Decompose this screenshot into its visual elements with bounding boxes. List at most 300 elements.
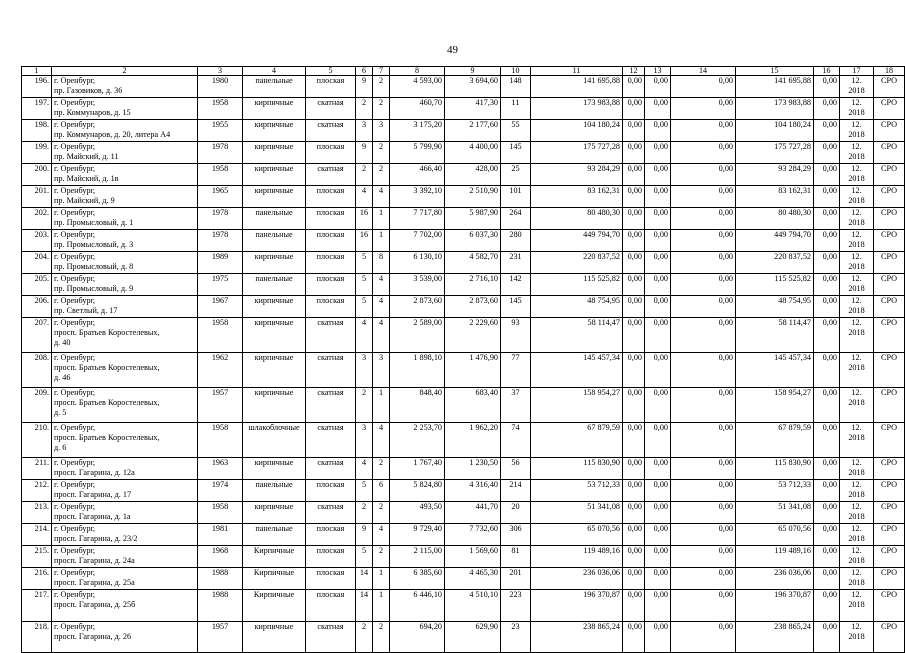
zero-value-cell: 0,00	[814, 546, 840, 568]
sum-cell: 238 865,24	[736, 622, 814, 653]
address-cell: г. Оренбург, пр. Промысловый, д. 8	[52, 252, 198, 274]
address-cell: г. Оренбург, пр. Газовиков, д. 36	[52, 76, 198, 98]
table-row	[22, 388, 905, 423]
zero-value-cell: 0,00	[645, 186, 671, 208]
address-cell: г. Оренбург, просп. Братьев Коростелевых, д. 46	[52, 353, 198, 388]
roof-type-cell: скатная	[306, 164, 356, 186]
header-row	[22, 67, 905, 76]
funding-method-cell: СРО	[874, 296, 905, 318]
zero-value-cell: 0,00	[623, 502, 645, 524]
column-header: 12	[623, 67, 645, 76]
zero-value-cell: 0,00	[645, 318, 671, 353]
zero-value-cell: 0,00	[814, 208, 840, 230]
living-area-cell: 7 732,60	[445, 524, 501, 546]
completion-date-cell: 12. 2018	[840, 76, 874, 98]
zero-value-cell: 0,00	[814, 502, 840, 524]
table-row	[22, 208, 905, 230]
zero-value-cell: 0,00	[623, 423, 645, 458]
wall-material-cell: панельные	[243, 230, 306, 252]
zero-value-cell: 0,00	[814, 230, 840, 252]
zero-value-cell: 0,00	[623, 98, 645, 120]
zero-value-cell: 0,00	[645, 622, 671, 653]
total-area-cell: 6 446,10	[390, 590, 445, 622]
residents-cell: 201	[501, 568, 531, 590]
entrances-cell: 3	[373, 353, 390, 388]
year-cell: 1962	[198, 353, 243, 388]
living-area-cell: 4 465,30	[445, 568, 501, 590]
residents-cell: 20	[501, 502, 531, 524]
year-cell: 1957	[198, 622, 243, 653]
sum-cell: 51 341,08	[736, 502, 814, 524]
completion-date-cell: 12. 2018	[840, 423, 874, 458]
wall-material-cell: кирпичные	[243, 252, 306, 274]
zero-value-cell: 0,00	[645, 458, 671, 480]
address-cell: г. Оренбург, просп. Гагарина, д. 23/2	[52, 524, 198, 546]
table-row	[22, 568, 905, 590]
living-area-cell: 2 177,60	[445, 120, 501, 142]
table-row	[22, 524, 905, 546]
wall-material-cell: кирпичные	[243, 502, 306, 524]
repair-cost-cell: 175 727,28	[531, 142, 623, 164]
completion-date-cell: 12. 2018	[840, 274, 874, 296]
address-cell: г. Оренбург, просп. Гагарина, д. 26	[52, 622, 198, 653]
sum-cell: 158 954,27	[736, 388, 814, 423]
floors-cell: 4	[356, 458, 373, 480]
address-cell: г. Оренбург, просп. Братьев Коростелевых, д. 5	[52, 388, 198, 423]
completion-date-cell: 12. 2018	[840, 318, 874, 353]
living-area-cell: 2 229,60	[445, 318, 501, 353]
residents-cell: 93	[501, 318, 531, 353]
wall-material-cell: Кирпичные	[243, 590, 306, 622]
zero-value-cell: 0,00	[645, 274, 671, 296]
zero-value-cell: 0,00	[814, 423, 840, 458]
year-cell: 1965	[198, 186, 243, 208]
row-number-cell: 212.	[22, 480, 52, 502]
zero-value-cell: 0,00	[814, 524, 840, 546]
residents-cell: 11	[501, 98, 531, 120]
roof-type-cell: плоская	[306, 546, 356, 568]
entrances-cell: 8	[373, 252, 390, 274]
completion-date-cell: 12. 2018	[840, 622, 874, 653]
zero-value-cell: 0,00	[814, 186, 840, 208]
roof-type-cell: скатная	[306, 502, 356, 524]
address-cell: г. Оренбург, просп. Братьев Коростелевых, д. 6	[52, 423, 198, 458]
zero-value-cell: 0,00	[814, 622, 840, 653]
year-cell: 1980	[198, 76, 243, 98]
residents-cell: 148	[501, 76, 531, 98]
wall-material-cell: Кирпичные	[243, 568, 306, 590]
entrances-cell: 4	[373, 524, 390, 546]
floors-cell: 2	[356, 622, 373, 653]
roof-type-cell: плоская	[306, 568, 356, 590]
repair-cost-cell: 53 712,33	[531, 480, 623, 502]
year-cell: 1988	[198, 590, 243, 622]
zero-value-cell: 0,00	[671, 318, 736, 353]
zero-value-cell: 0,00	[814, 76, 840, 98]
row-number-cell: 197.	[22, 98, 52, 120]
table-row	[22, 458, 905, 480]
roof-type-cell: плоская	[306, 142, 356, 164]
residents-cell: 214	[501, 480, 531, 502]
zero-value-cell: 0,00	[814, 458, 840, 480]
zero-value-cell: 0,00	[645, 252, 671, 274]
row-number-cell: 207.	[22, 318, 52, 353]
repair-cost-cell: 238 865,24	[531, 622, 623, 653]
sum-cell: 175 727,28	[736, 142, 814, 164]
total-area-cell: 493,50	[390, 502, 445, 524]
zero-value-cell: 0,00	[814, 142, 840, 164]
funding-method-cell: СРО	[874, 252, 905, 274]
total-area-cell: 9 729,40	[390, 524, 445, 546]
entrances-cell: 4	[373, 186, 390, 208]
funding-method-cell: СРО	[874, 502, 905, 524]
row-number-cell: 208.	[22, 353, 52, 388]
sum-cell: 83 162,31	[736, 186, 814, 208]
funding-method-cell: СРО	[874, 458, 905, 480]
entrances-cell: 1	[373, 590, 390, 622]
repair-cost-cell: 115 525,82	[531, 274, 623, 296]
sum-cell: 67 879,59	[736, 423, 814, 458]
roof-type-cell: плоская	[306, 76, 356, 98]
residents-cell: 74	[501, 423, 531, 458]
zero-value-cell: 0,00	[623, 142, 645, 164]
address-cell: г. Оренбург, просп. Гагарина, д. 12а	[52, 458, 198, 480]
completion-date-cell: 12. 2018	[840, 388, 874, 423]
residents-cell: 23	[501, 622, 531, 653]
address-cell: г. Оренбург, пр. Майский, д. 9	[52, 186, 198, 208]
floors-cell: 14	[356, 590, 373, 622]
repair-cost-cell: 173 983,88	[531, 98, 623, 120]
zero-value-cell: 0,00	[623, 590, 645, 622]
funding-method-cell: СРО	[874, 353, 905, 388]
total-area-cell: 1 767,40	[390, 458, 445, 480]
year-cell: 1968	[198, 546, 243, 568]
address-cell: г. Оренбург, просп. Гагарина, д. 24а	[52, 546, 198, 568]
roof-type-cell: скатная	[306, 353, 356, 388]
zero-value-cell: 0,00	[671, 208, 736, 230]
zero-value-cell: 0,00	[814, 568, 840, 590]
sum-cell: 115 830,90	[736, 458, 814, 480]
living-area-cell: 5 987,90	[445, 208, 501, 230]
funding-method-cell: СРО	[874, 98, 905, 120]
floors-cell: 5	[356, 252, 373, 274]
floors-cell: 2	[356, 502, 373, 524]
table-row	[22, 274, 905, 296]
year-cell: 1981	[198, 524, 243, 546]
zero-value-cell: 0,00	[645, 480, 671, 502]
roof-type-cell: плоская	[306, 186, 356, 208]
repair-cost-cell: 145 457,34	[531, 353, 623, 388]
table-row	[22, 546, 905, 568]
roof-type-cell: скатная	[306, 423, 356, 458]
zero-value-cell: 0,00	[623, 76, 645, 98]
entrances-cell: 2	[373, 142, 390, 164]
completion-date-cell: 12. 2018	[840, 502, 874, 524]
completion-date-cell: 12. 2018	[840, 230, 874, 252]
roof-type-cell: скатная	[306, 98, 356, 120]
table-row	[22, 318, 905, 353]
column-header: 7	[373, 67, 390, 76]
living-area-cell: 2 873,60	[445, 296, 501, 318]
completion-date-cell: 12. 2018	[840, 524, 874, 546]
funding-method-cell: СРО	[874, 230, 905, 252]
year-cell: 1958	[198, 318, 243, 353]
address-cell: г. Оренбург, просп. Гагарина, д. 1а	[52, 502, 198, 524]
zero-value-cell: 0,00	[814, 388, 840, 423]
floors-cell: 4	[356, 186, 373, 208]
table-row	[22, 353, 905, 388]
wall-material-cell: Кирпичные	[243, 546, 306, 568]
funding-method-cell: СРО	[874, 274, 905, 296]
zero-value-cell: 0,00	[814, 318, 840, 353]
column-header: 4	[243, 67, 306, 76]
wall-material-cell: кирпичные	[243, 120, 306, 142]
zero-value-cell: 0,00	[814, 164, 840, 186]
zero-value-cell: 0,00	[814, 353, 840, 388]
housing-table	[21, 66, 905, 653]
wall-material-cell: кирпичные	[243, 164, 306, 186]
table-row	[22, 120, 905, 142]
completion-date-cell: 12. 2018	[840, 458, 874, 480]
zero-value-cell: 0,00	[671, 274, 736, 296]
wall-material-cell: шлакоблочные	[243, 423, 306, 458]
completion-date-cell: 12. 2018	[840, 353, 874, 388]
zero-value-cell: 0,00	[623, 186, 645, 208]
floors-cell: 9	[356, 142, 373, 164]
floors-cell: 16	[356, 208, 373, 230]
zero-value-cell: 0,00	[645, 524, 671, 546]
entrances-cell: 4	[373, 318, 390, 353]
zero-value-cell: 0,00	[645, 142, 671, 164]
row-number-cell: 205.	[22, 274, 52, 296]
wall-material-cell: кирпичные	[243, 318, 306, 353]
wall-material-cell: кирпичные	[243, 458, 306, 480]
zero-value-cell: 0,00	[671, 458, 736, 480]
entrances-cell: 2	[373, 98, 390, 120]
residents-cell: 231	[501, 252, 531, 274]
zero-value-cell: 0,00	[645, 568, 671, 590]
repair-cost-cell: 141 695,88	[531, 76, 623, 98]
residents-cell: 81	[501, 546, 531, 568]
zero-value-cell: 0,00	[671, 76, 736, 98]
zero-value-cell: 0,00	[671, 423, 736, 458]
column-header: 1	[22, 67, 52, 76]
entrances-cell: 4	[373, 296, 390, 318]
entrances-cell: 4	[373, 274, 390, 296]
roof-type-cell: плоская	[306, 524, 356, 546]
zero-value-cell: 0,00	[671, 164, 736, 186]
repair-cost-cell: 48 754,95	[531, 296, 623, 318]
zero-value-cell: 0,00	[645, 120, 671, 142]
residents-cell: 101	[501, 186, 531, 208]
total-area-cell: 694,20	[390, 622, 445, 653]
zero-value-cell: 0,00	[645, 546, 671, 568]
address-cell: г. Оренбург, пр. Коммунаров, д. 20, литера А4	[52, 120, 198, 142]
total-area-cell: 2 253,70	[390, 423, 445, 458]
table-row	[22, 622, 905, 653]
column-header: 16	[814, 67, 840, 76]
zero-value-cell: 0,00	[623, 546, 645, 568]
residents-cell: 280	[501, 230, 531, 252]
funding-method-cell: СРО	[874, 76, 905, 98]
total-area-cell: 6 385,60	[390, 568, 445, 590]
zero-value-cell: 0,00	[645, 353, 671, 388]
address-cell: г. Оренбург, пр. Промысловый, д. 9	[52, 274, 198, 296]
total-area-cell: 2 589,00	[390, 318, 445, 353]
completion-date-cell: 12. 2018	[840, 164, 874, 186]
zero-value-cell: 0,00	[623, 318, 645, 353]
address-cell: г. Оренбург, просп. Гагарина, д. 25б	[52, 590, 198, 622]
funding-method-cell: СРО	[874, 480, 905, 502]
repair-cost-cell: 58 114,47	[531, 318, 623, 353]
zero-value-cell: 0,00	[671, 120, 736, 142]
row-number-cell: 201.	[22, 186, 52, 208]
zero-value-cell: 0,00	[671, 502, 736, 524]
address-cell: г. Оренбург, пр. Майский, д. 1в	[52, 164, 198, 186]
roof-type-cell: скатная	[306, 458, 356, 480]
residents-cell: 56	[501, 458, 531, 480]
repair-cost-cell: 449 794,70	[531, 230, 623, 252]
total-area-cell: 848,40	[390, 388, 445, 423]
roof-type-cell: плоская	[306, 230, 356, 252]
zero-value-cell: 0,00	[623, 622, 645, 653]
zero-value-cell: 0,00	[814, 296, 840, 318]
entrances-cell: 2	[373, 546, 390, 568]
zero-value-cell: 0,00	[671, 252, 736, 274]
zero-value-cell: 0,00	[623, 568, 645, 590]
funding-method-cell: СРО	[874, 186, 905, 208]
repair-cost-cell: 80 480,30	[531, 208, 623, 230]
entrances-cell: 2	[373, 502, 390, 524]
floors-cell: 5	[356, 296, 373, 318]
living-area-cell: 2 510,90	[445, 186, 501, 208]
year-cell: 1958	[198, 423, 243, 458]
living-area-cell: 4 316,40	[445, 480, 501, 502]
wall-material-cell: кирпичные	[243, 622, 306, 653]
floors-cell: 3	[356, 353, 373, 388]
total-area-cell: 5 799,90	[390, 142, 445, 164]
zero-value-cell: 0,00	[623, 252, 645, 274]
completion-date-cell: 12. 2018	[840, 296, 874, 318]
row-number-cell: 216.	[22, 568, 52, 590]
entrances-cell: 2	[373, 164, 390, 186]
wall-material-cell: панельные	[243, 274, 306, 296]
living-area-cell: 6 037,30	[445, 230, 501, 252]
sum-cell: 65 070,56	[736, 524, 814, 546]
total-area-cell: 2 873,60	[390, 296, 445, 318]
funding-method-cell: СРО	[874, 120, 905, 142]
row-number-cell: 202.	[22, 208, 52, 230]
floors-cell: 5	[356, 274, 373, 296]
sum-cell: 93 284,29	[736, 164, 814, 186]
floors-cell: 16	[356, 230, 373, 252]
column-header: 14	[671, 67, 736, 76]
table-row	[22, 423, 905, 458]
zero-value-cell: 0,00	[645, 208, 671, 230]
total-area-cell: 5 824,80	[390, 480, 445, 502]
zero-value-cell: 0,00	[814, 98, 840, 120]
total-area-cell: 1 898,10	[390, 353, 445, 388]
row-number-cell: 210.	[22, 423, 52, 458]
table-row	[22, 502, 905, 524]
entrances-cell: 1	[373, 388, 390, 423]
zero-value-cell: 0,00	[814, 590, 840, 622]
zero-value-cell: 0,00	[645, 230, 671, 252]
residents-cell: 145	[501, 142, 531, 164]
column-header: 2	[52, 67, 198, 76]
total-area-cell: 3 175,20	[390, 120, 445, 142]
living-area-cell: 3 694,60	[445, 76, 501, 98]
residents-cell: 77	[501, 353, 531, 388]
completion-date-cell: 12. 2018	[840, 480, 874, 502]
funding-method-cell: СРО	[874, 568, 905, 590]
column-header: 10	[501, 67, 531, 76]
zero-value-cell: 0,00	[645, 590, 671, 622]
address-cell: г. Оренбург, пр. Коммунаров, д. 15	[52, 98, 198, 120]
row-number-cell: 215.	[22, 546, 52, 568]
entrances-cell: 6	[373, 480, 390, 502]
column-header: 13	[645, 67, 671, 76]
sum-cell: 80 480,30	[736, 208, 814, 230]
zero-value-cell: 0,00	[671, 98, 736, 120]
row-number-cell: 200.	[22, 164, 52, 186]
funding-method-cell: СРО	[874, 622, 905, 653]
wall-material-cell: кирпичные	[243, 142, 306, 164]
zero-value-cell: 0,00	[814, 274, 840, 296]
year-cell: 1988	[198, 568, 243, 590]
sum-cell: 104 180,24	[736, 120, 814, 142]
repair-cost-cell: 220 837,52	[531, 252, 623, 274]
living-area-cell: 629,90	[445, 622, 501, 653]
repair-cost-cell: 115 830,90	[531, 458, 623, 480]
year-cell: 1967	[198, 296, 243, 318]
entrances-cell: 2	[373, 622, 390, 653]
address-cell: г. Оренбург, пр. Промысловый, д. 1	[52, 208, 198, 230]
residents-cell: 25	[501, 164, 531, 186]
address-cell: г. Оренбург, пр. Промысловый, д. 3	[52, 230, 198, 252]
funding-method-cell: СРО	[874, 590, 905, 622]
year-cell: 1958	[198, 502, 243, 524]
sum-cell: 173 983,88	[736, 98, 814, 120]
wall-material-cell: панельные	[243, 208, 306, 230]
table-row	[22, 76, 905, 98]
column-header: 9	[445, 67, 501, 76]
completion-date-cell: 12. 2018	[840, 252, 874, 274]
zero-value-cell: 0,00	[645, 76, 671, 98]
zero-value-cell: 0,00	[671, 546, 736, 568]
total-area-cell: 466,40	[390, 164, 445, 186]
page-number: 49	[447, 44, 458, 56]
column-header: 6	[356, 67, 373, 76]
zero-value-cell: 0,00	[623, 353, 645, 388]
repair-cost-cell: 236 036,06	[531, 568, 623, 590]
zero-value-cell: 0,00	[671, 388, 736, 423]
repair-cost-cell: 51 341,08	[531, 502, 623, 524]
total-area-cell: 3 392,10	[390, 186, 445, 208]
table-row	[22, 98, 905, 120]
funding-method-cell: СРО	[874, 524, 905, 546]
living-area-cell: 1 230,50	[445, 458, 501, 480]
zero-value-cell: 0,00	[814, 480, 840, 502]
zero-value-cell: 0,00	[623, 164, 645, 186]
floors-cell: 3	[356, 120, 373, 142]
completion-date-cell: 12. 2018	[840, 568, 874, 590]
completion-date-cell: 12. 2018	[840, 98, 874, 120]
column-header: 18	[874, 67, 905, 76]
column-header: 5	[306, 67, 356, 76]
row-number-cell: 217.	[22, 590, 52, 622]
year-cell: 1978	[198, 208, 243, 230]
